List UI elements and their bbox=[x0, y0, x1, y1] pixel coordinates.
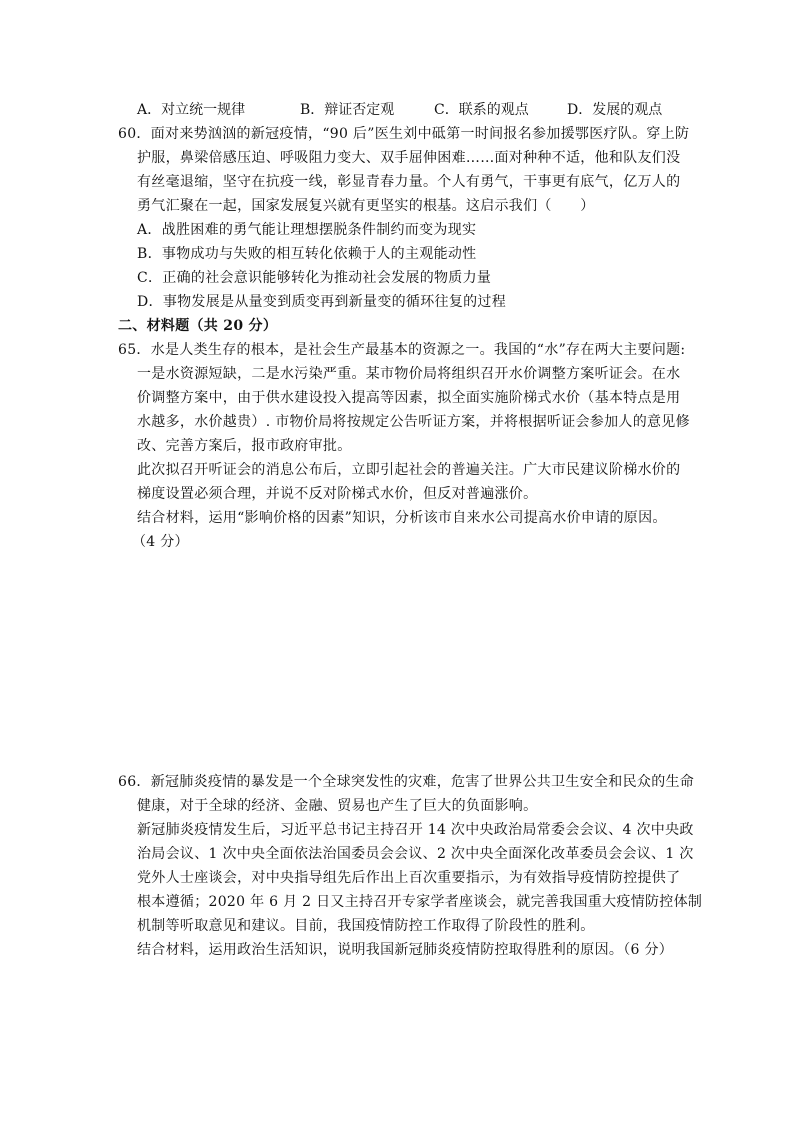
q60-stem-line: 勇气汇聚在一起，国家发展复兴就有更坚实的根基。这启示我们（ ） bbox=[137, 198, 595, 214]
q65-line: 价调整方案中，由于供水建设投入提高等因素，拟全面实施阶梯式水价（基本特点是用 bbox=[137, 390, 681, 406]
q66-line: 健康，对于全球的经济、金融、贸易也产生了巨大的负面影响。 bbox=[137, 798, 538, 814]
q65-line: 水越多，水价越贵）. 市物价局将按规定公告听证方案，并将根据听证会参加人的意见修 bbox=[137, 414, 690, 430]
q66-question: 结合材料，运用政治生活知识，说明我国新冠肺炎疫情防控取得胜利的原因。（6 分） bbox=[137, 942, 674, 958]
q65-line: 65．水是人类生存的根本，是社会生产最基本的资源之一。我国的“水”存在两大主要问题: bbox=[118, 342, 686, 358]
q66-line: 66．新冠肺炎疫情的暴发是一个全球突发性的灾难，危害了世界公共卫生安全和民众的生命 bbox=[118, 774, 695, 790]
q60-stem-line: 60．面对来势汹汹的新冠疫情，“90 后”医生刘中砥第一时间报名参加援鄂医疗队。穿上防 bbox=[118, 126, 690, 142]
q65-line: 一是水资源短缺，二是水污染严重。某市物价局将组织召开水价调整方案听证会。在水 bbox=[137, 366, 681, 382]
q59-option-b: B．辩证否定观 bbox=[300, 102, 395, 118]
q59-option-a: A．对立统一规律 bbox=[137, 102, 246, 118]
q59-option-c: C．联系的观点 bbox=[434, 102, 529, 118]
q60-option: B．事物成功与失败的相互转化依赖于人的主观能动性 bbox=[137, 246, 477, 262]
q65-score: （4 分） bbox=[132, 534, 189, 550]
q60-option: A．战胜困难的勇气能让理想摆脱条件制约而变为现实 bbox=[137, 222, 477, 238]
q66-line: 机制等听取意见和建议。目前，我国疫情防控工作取得了阶段性的胜利。 bbox=[137, 918, 595, 934]
section-title: 二、材料题（共 20 分） bbox=[118, 318, 278, 334]
q59-option-d: D．发展的观点 bbox=[567, 102, 663, 118]
q60-stem-line: 护服，鼻梁倍感压迫、呼吸阻力变大、双手屈伸困难……面对种种不适，他和队友们没 bbox=[137, 150, 681, 166]
q66-line: 根本遵循；2020 年 6 月 2 日又主持召开专家学者座谈会，就完善我国重大疫情防控体制 bbox=[137, 894, 703, 910]
q60-option: D．事物发展是从量变到质变再到新量变的循环往复的过程 bbox=[137, 294, 507, 310]
q65-line: 梯度设置必须合理，并说不反对阶梯式水价，但反对普遍涨价。 bbox=[137, 486, 538, 502]
q66-line: 党外人士座谈会，对中央指导组先后作出上百次重要指示，为有效指导疫情防控提供了 bbox=[137, 870, 681, 886]
q65-line: 改、完善方案后，报市政府审批。 bbox=[137, 438, 352, 454]
q65-line: 此次拟召开听证会的消息公布后，立即引起社会的普遍关注。广大市民建议阶梯水价的 bbox=[137, 462, 681, 478]
q66-line: 新冠肺炎疫情发生后，习近平总书记主持召开 14 次中央政治局常委会会议、4 次中央政 bbox=[137, 822, 694, 838]
q65-question: 结合材料，运用“影响价格的因素”知识，分析该市自来水公司提高水价申请的原因。 bbox=[137, 510, 667, 526]
q60-stem-line: 有丝毫退缩，坚守在抗疫一线，彰显青春力量。个人有勇气，干事更有底气，亿万人的 bbox=[137, 174, 681, 190]
q66-line: 治局会议、1 次中央全面依法治国委员会会议、2 次中央全面深化改革委员会会议、1 次 bbox=[137, 846, 694, 862]
q60-option: C．正确的社会意识能够转化为推动社会发展的物质力量 bbox=[137, 270, 492, 286]
